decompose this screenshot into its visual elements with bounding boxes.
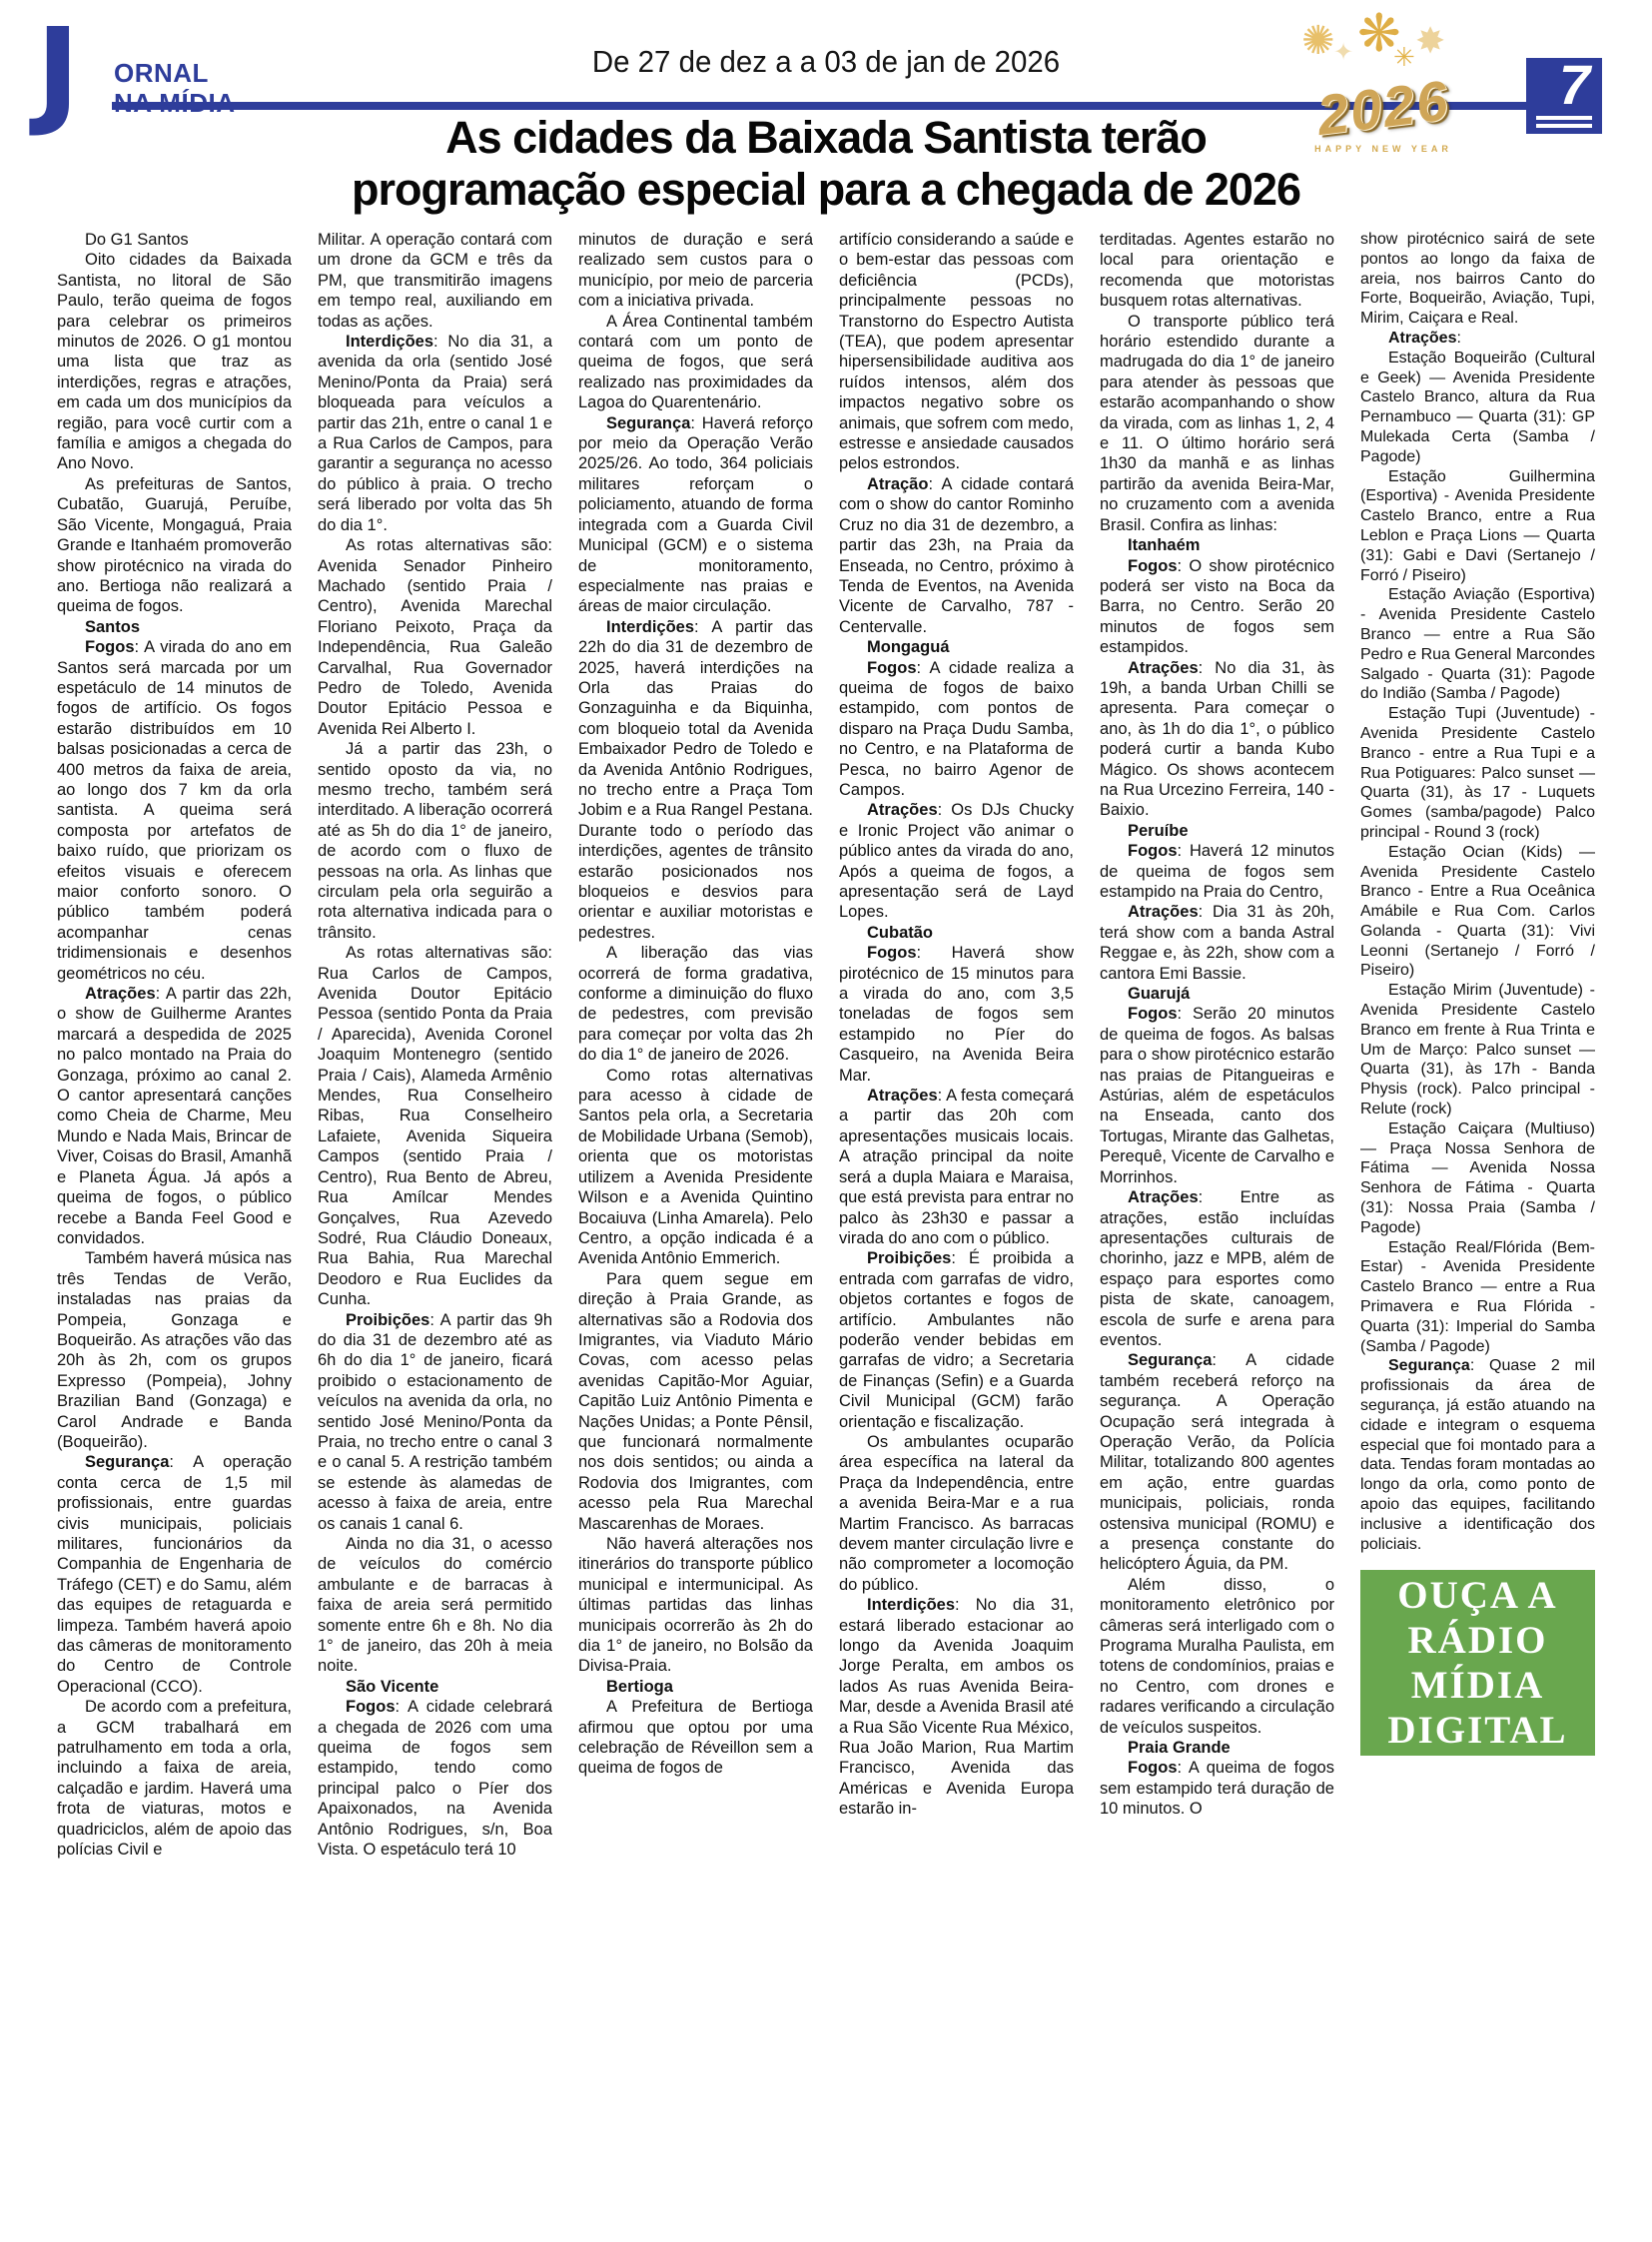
paragraph-text: : A operação conta cerca de 1,5 mil profissionais, entre guardas civis municipais, policiais militares, funcionários da Companhia de Engenharia de Tráfego (CET) e do Samu, além das equipes de retaguarda e limpeza. Também haverá apoio das câmeras de monitoramento do Centro de Controle Operacional (CCO). <box>57 1453 292 1696</box>
article-paragraph <box>57 637 292 984</box>
radio-ad-line: OUÇA A <box>1397 1574 1558 1618</box>
paragraph-text: As rotas alternativas são: Rua Carlos de Campos, Avenida Doutor Epitácio Pessoa (sentido Ponta da Praia / Aparecida), Avenida Coronel Joaquim Montenegro (sentido Praia / Cais), Alameda Armênio Mendes, Rua Conselheiro Ribas, Rua Conselheiro Lafaiete, Avenida Siqueira Campos (sentido Praia / Centro), Rua Bento de Abreu, Rua Amílcar Mendes Gonçalves, Rua Azevedo Sodré, Rua Cláudio Doneaux, Rua Bahia, Rua Marechal Deodoro e Rua Euclides da Cunha. <box>318 944 552 1309</box>
paragraph-text: : <box>1456 329 1461 347</box>
logo-j-initial: J <box>36 2 80 140</box>
paragraph-text: Já a partir das 23h, o sentido oposto da via, no mesmo trecho, também será interditado. A liberação ocorrerá até as 5h do dia 1° de janeiro, de acordo com o fluxo de pessoas na orla. As linhas que circulam pela orla seguirão a rota alternativa indicada para o trânsito. <box>318 740 552 942</box>
city-heading <box>318 1677 552 1697</box>
article-paragraph <box>1360 585 1595 704</box>
article-paragraph <box>839 1595 1074 1819</box>
paragraph-text: Estação Real/Flórida (Bem-Estar) - Avenida Presidente Castelo Branco — entre a Rua Primavera e Rua Flórida - Quarta (31): Imperial do Samba (Samba / Pagode) <box>1360 1238 1595 1355</box>
article-paragraph <box>318 230 552 332</box>
paragraph-lead: Segurança <box>606 413 691 432</box>
paragraph-lead: Fogos <box>346 1698 396 1717</box>
article-paragraph <box>1100 556 1334 658</box>
paragraph-text: São Vicente <box>346 1677 439 1696</box>
article-paragraph <box>318 535 552 739</box>
paragraph-text: Cubatão <box>867 923 933 942</box>
city-heading <box>839 923 1074 943</box>
firework-burst-icon: ✦ <box>1333 39 1354 66</box>
article-paragraph <box>578 617 813 944</box>
logo-line-2: NA MÍDIA <box>114 88 236 118</box>
article-paragraph <box>318 739 552 943</box>
paragraph-lead: Proibições <box>867 1249 952 1268</box>
paragraph-text: show pirotécnico sairá de sete pontos ao longo da faixa de areia, nos bairros Canto do Forte, Boqueirão, Aviação, Tupi, Mirim, Caiçara e Real. <box>1360 231 1595 328</box>
year-2026-text: 2026 <box>1313 68 1453 147</box>
paragraph-text: Como rotas alternativas para acesso à cidade de Santos pela orla, a Secretaria de Mobilidade Urbana (Semob), orienta que os motoristas utilizem a Avenida Presidente Wilson e a Avenida Quintino Bocaiuva (Linha Amarela). Pelo Centro, a opção indicada é a Avenida Antônio Emmerich. <box>578 1066 813 1268</box>
article-paragraph <box>839 800 1074 922</box>
paragraph-text: Praia Grande <box>1128 1739 1231 1758</box>
paragraph-text: Santos <box>85 617 141 636</box>
paragraph-lead: Atração <box>867 474 929 493</box>
article-paragraph <box>578 1697 813 1779</box>
paragraph-text: A Prefeitura de Bertioga afirmou que optou por uma celebração de Réveillon sem a queima de fogos de <box>578 1698 813 1778</box>
article-paragraph <box>1360 843 1595 982</box>
paragraph-lead: Fogos <box>1128 556 1178 575</box>
paragraph-text: Oito cidades da Baixada Santista, no litoral de São Paulo, terão queima de fogos para celebrar os primeiros minutos de 2026. O g1 montou uma lista que traz as interdições, regras e atrações, em cada um dos municípios da região, para você curtir com a família e amigos a chegada do Ano Novo. <box>57 251 292 473</box>
paragraph-text: : A virada do ano em Santos será marcada por um espetáculo de 14 minutos de fogos de artifício. Os fogos estarão distribuídos em 10 balsas posicionadas a cerca de 400 metros da faixa de areia, ao longo dos 7 km da orla santista. A queima será composta por artefatos de baixo ruído, que priorizam os efeitos visuais e oferecem maior conforto sonoro. O público também poderá acompanhar cenas tridimensionais e desenhos geométricos no céu. <box>57 638 292 983</box>
column-3 <box>578 230 813 2231</box>
paragraph-lead: Fogos <box>1128 1005 1178 1024</box>
article-paragraph <box>1100 1575 1334 1738</box>
paragraph-text: Estação Aviação (Esportiva) - Avenida Presidente Castelo Branco — entre a Rua São Pedro e Rua General Marcondes Salgado - Quarta (31): Pagode do Indião (Samba / Pagode) <box>1360 586 1595 703</box>
paragraph-lead: Proibições <box>346 1310 430 1329</box>
paragraph-text: Estação Tupi (Juventude) - Avenida Presidente Castelo Branco - entre a Rua Tupi e a Rua Potiguares: Palco sunset — Quarta (31), às 17 - Luquets Gomes (samba/pagode) Palco principal - Round 3 (rock) <box>1360 705 1595 841</box>
paragraph-text: : Entre as atrações, estão incluídas apresentações culturais de chorinho, jazz e MPB, além de espaço para esportes como pista de skate, canoagem, escola de surfe e arena para eventos. <box>1100 1188 1334 1349</box>
paragraph-lead: Fogos <box>1128 842 1178 861</box>
paragraph-text: Bertioga <box>606 1677 673 1696</box>
article-paragraph <box>1360 467 1595 586</box>
article-paragraph <box>1100 1187 1334 1350</box>
article-paragraph <box>57 474 292 617</box>
firework-burst-icon: ✸ <box>1415 20 1446 61</box>
paragraph-lead: Atrações <box>867 801 938 820</box>
article-paragraph <box>1360 329 1595 349</box>
paragraph-text: : Os DJs Chucky e Ironic Project vão animar o público antes da virada do ano, Após a queima de fogos, a apresentação será de Layd Lopes. <box>839 801 1074 922</box>
paragraph-text: A Área Continental também contará com um ponto de queima de fogos, que será realizado nas proximidades da Lagoa do Quarentenário. <box>578 312 813 412</box>
paragraph-lead: Fogos <box>867 658 917 677</box>
article-paragraph <box>1360 1356 1595 1554</box>
page-number-badge <box>1526 53 1602 134</box>
column-1 <box>57 230 292 2231</box>
paragraph-lead: Atrações <box>1128 1188 1199 1207</box>
paragraph-lead: Segurança <box>1128 1351 1213 1370</box>
article-paragraph <box>1100 230 1334 312</box>
paragraph-lead: Atrações <box>1128 658 1199 677</box>
paragraph-text: Mongaguá <box>867 638 950 657</box>
paragraph-lead: Atrações <box>867 1087 938 1106</box>
paragraph-text: Os ambulantes ocuparão área específica na lateral da Praça da Independência, entre a avenida Beira-Mar e a rua Martim Francisco. As barracas devem manter circulação livre e não comprometer a locomoção do público. <box>839 1432 1074 1594</box>
paragraph-text: Estação Caiçara (Multiuso) — Praça Nossa Senhora de Fátima — Avenida Nossa Senhora de Fátima - Quarta (31): Nossa Praia (Samba / Pagode) <box>1360 1120 1595 1236</box>
headline-line-2: programação especial para a chegada de 2026 <box>351 164 1300 215</box>
paragraph-lead: Segurança <box>85 1453 170 1472</box>
article-paragraph <box>57 984 292 1248</box>
article-paragraph <box>839 474 1074 637</box>
paragraph-text: : A festa começará a partir das 20h com apresentações musicais locais. A atração principal da noite será a dupla Maiara e Maraisa, que está prevista para entrar no palco às 23h30 e passar a virada do ano com o público. <box>839 1087 1074 1247</box>
paragraph-text: : A queima de fogos sem estampido terá duração de 10 minutos. O <box>1100 1759 1334 1819</box>
article-paragraph <box>318 1534 552 1677</box>
article-paragraph <box>1100 1350 1334 1574</box>
paragraph-text: Peruíbe <box>1128 821 1189 840</box>
paragraph-text: Também haverá música nas três Tendas de Verão, instaladas nas praias da Pompeia, Gonzaga e Boqueirão. As atrações vão das 20h às 2h, com os grupos Expresso (Pompeia), Johny Brazilian Band (Gonzaga) e Carol Andrade e Banda (Boqueirão). <box>57 1249 292 1451</box>
firework-burst-icon: ✳ <box>1393 42 1415 72</box>
paragraph-lead: Interdições <box>346 333 434 352</box>
paragraph-text: Estação Mirim (Juventude) - Avenida Presidente Castelo Branco em frente à Rua Trinta e Um de Março: Palco sunset — Quarta (31), às 17h - Banda Physis (rock). Palco principal - Relute (rock) <box>1360 982 1595 1119</box>
city-heading <box>1100 535 1334 555</box>
radio-ad-line: RÁDIO <box>1407 1619 1548 1663</box>
paragraph-lead: Atrações <box>1128 903 1199 922</box>
fireworks-icon <box>1293 5 1473 80</box>
article-paragraph <box>839 230 1074 474</box>
edition-date: De 27 de dez a a 03 de jan de 2026 <box>591 44 1061 79</box>
logo-line-1: ORNAL <box>114 58 209 88</box>
column-5 <box>1100 230 1334 2231</box>
article-paragraph <box>1100 658 1334 821</box>
article-paragraph <box>578 312 813 413</box>
paragraph-text: Estação Guilhermina (Esportiva) - Avenida Presidente Castelo Branco, entre a Rua Leblon e Praça Lions — Quarta (31): Gabi e Davi (Sertanejo / Forró / Piseiro) <box>1360 467 1595 584</box>
paragraph-text: Estação Ocian (Kids) — Avenida Presidente Castelo Branco - Entre a Rua Oceânica Amábile e Rua Com. Carlos Golanda - Quarta (31): Vivi Leonni (Sertanejo / Forró / Piseiro) <box>1360 843 1595 980</box>
radio-ad-box <box>1360 1570 1595 1756</box>
paragraph-lead: Fogos <box>867 944 917 963</box>
article-paragraph <box>1100 1004 1334 1187</box>
article-paragraph <box>57 1697 292 1860</box>
paragraph-lead: Interdições <box>606 617 695 636</box>
article-paragraph <box>839 943 1074 1086</box>
article-paragraph <box>1360 349 1595 467</box>
paragraph-text: Militar. A operação contará com um drone da GCM e três da PM, que transmitirão imagens em tempo real, auxiliando em todas as ações. <box>318 231 552 331</box>
paragraph-text: : A partir das 9h do dia 31 de dezembro até as 6h do dia 1° de janeiro, ficará proibido o estacionamento de veículos na avenida da orla, no sentido José Menino/Ponta da Praia, no trecho entre o canal 3 e o canal 5. A restrição também se estende às alamedas de acesso à faixa de areia, entre os canais 1 canal 6. <box>318 1310 552 1533</box>
paragraph-text: : A cidade contará com o show do cantor Rominho Cruz no dia 31 de dezembro, a partir das 23h, na Praia da Enseada, no Centro, próximo à Tenda de Eventos, na Avenida Vicente de Carvalho, 787 - Centervalle. <box>839 474 1074 636</box>
happy-new-year-caption: HAPPY NEW YEAR <box>1314 144 1452 154</box>
paragraph-text: Ainda no dia 31, o acesso de veículos do comércio ambulante e de barracas à faixa de areia será permitido somente entre 6h e 8h. No dia 1° de janeiro, das 20h à meia noite. <box>318 1535 552 1676</box>
column-6 <box>1360 230 1595 2231</box>
paragraph-text: : O show pirotécnico poderá ser visto na Boca da Barra, no Centro. Serão 20 minutos de fogos sem estampidos. <box>1100 556 1334 657</box>
paragraph-lead: Fogos <box>85 638 135 657</box>
badge-underline <box>1536 116 1592 120</box>
page-number: 7 <box>1558 53 1590 116</box>
paragraph-text: A liberação das vias ocorrerá de forma gradativa, conforme a diminuição do fluxo de pedestres, com previsão para começar por volta das 2h do dia 1° de janeiro de 2026. <box>578 944 813 1065</box>
paragraph-text: Do G1 Santos <box>85 231 189 249</box>
paragraph-text: : Serão 20 minutos de queima de fogos. As balsas para o show pirotécnico estarão nas praias de Pitangueiras e Astúrias, além de espetáculos na Enseada, canto dos Tortugas, Mirante das Galhetas, Perequê, Vicente de Carvalho e Morrinhos. <box>1100 1005 1334 1186</box>
paragraph-lead: Atrações <box>1388 329 1457 347</box>
paragraph-text: : No dia 31, às 19h, a banda Urban Chilli se apresenta. Para começar o ano, às 1h do dia 1°, o público poderá curtir a banda Kubo Mágico. Os shows acontecem na Rua Urcezino Ferreira, 140 - Baixio. <box>1100 658 1334 820</box>
article-paragraph <box>578 1269 813 1534</box>
article-paragraph <box>318 332 552 535</box>
paragraph-text: : No dia 31, estará liberado estacionar ao longo da Avenida Joaquim Jorge Peralta, em ambos os lados As ruas Avenida Beira-Mar, desde a Avenida Brasil até a Rua São Vicente Rua México, Rua João Marion, Rua Martim Francisco, Avenida das Américas e Avenida Europa estarão in- <box>839 1596 1074 1819</box>
article-paragraph <box>57 250 292 473</box>
paragraph-text: : Haverá 12 minutos de queima de fogos sem estampido na Praia do Centro, <box>1100 842 1334 901</box>
article-body <box>57 230 1595 2231</box>
paragraph-text: terditadas. Agentes estarão no local para orientação e recomenda que motoristas busquem rotas alternativas. <box>1100 231 1334 311</box>
paragraph-text: Guarujá <box>1128 985 1191 1004</box>
city-heading <box>578 1677 813 1697</box>
article-paragraph <box>318 943 552 1309</box>
article-paragraph <box>578 230 813 312</box>
city-heading <box>1100 1738 1334 1758</box>
paragraph-lead: Fogos <box>1128 1759 1178 1778</box>
paragraph-text: : É proibida a entrada com garrafas de vidro, objetos cortantes e fogos de artifício. Ambulantes não poderão vender bebidas em garrafas de vidro; a Secretaria de Finanças (Sefin) e a Guarda Civil Municipal (GCM) farão orientação e fiscalização. <box>839 1249 1074 1431</box>
city-heading <box>1100 821 1334 841</box>
paragraph-text: : No dia 31, a avenida da orla (sentido José Menino/Ponta da Praia) será bloqueada para veículos a partir das 21h, entre o canal 1 e a Rua Carlos de Campos, para garantir a segurança no acesso do público à praia. O trecho será liberado por volta das 5h do dia 1°. <box>318 333 552 534</box>
article-paragraph <box>1100 312 1334 535</box>
paragraph-text: : A partir das 22h, o show de Guilherme Arantes marcará a despedida de 2025 no palco montado na Praia do Gonzaga, próximo ao canal 2. O cantor apresentará canções como Cheia de Charme, Meu Mundo e Nada Mais, Brincar de Viver, Coisas do Brasil, Amanhã e Planeta Água. Já após a queima de fogos, o público recebe a Banda Feel Good e convidados. <box>57 985 292 1247</box>
radio-ad-line: DIGITAL <box>1387 1709 1568 1753</box>
firework-burst-icon: ❋ <box>1357 5 1401 63</box>
paragraph-text: : A cidade celebrará a chegada de 2026 com uma queima de fogos sem estampido, tendo como principal palco o Píer dos Apaixonados, na Avenida Antônio Rodrigues, s/n, Boa Vista. O espetáculo terá 10 <box>318 1698 552 1860</box>
radio-ad-line: MÍDIA <box>1410 1664 1545 1708</box>
firework-burst-icon: ✺ <box>1301 19 1335 63</box>
paragraph-text: As prefeituras de Santos, Cubatão, Guarujá, Peruíbe, São Vicente, Mongaguá, Praia Grande e Itanhaém promoverão show pirotécnico na virada do ano. Bertioga não realizará a queima de fogos. <box>57 474 292 616</box>
paragraph-text: Para quem segue em direção à Praia Grande, as alternativas são a Rodovia dos Imigrantes, via Viaduto Mário Covas, com acesso pelas avenidas Capitão-Mor Aguiar, Capitão Luiz Antônio Pimenta e Nações Unidas; a Ponte Pênsil, que funcionará normalmente nos dois sentidos; ou ainda a Rodovia dos Imigrantes, com acesso pela Rua Marechal Mascarenhas de Moraes. <box>578 1269 813 1533</box>
article-paragraph <box>839 1432 1074 1595</box>
article-paragraph <box>1100 841 1334 902</box>
paragraph-text: : Dia 31 às 20h, terá show com a banda Astral Reggae e, às 22h, show com a cantora Emi Bassie. <box>1100 903 1334 983</box>
paragraph-text: minutos de duração e será realizado sem custos para o município, por meio de parceria com a iniciativa privada. <box>578 231 813 311</box>
paragraph-lead: Segurança <box>1388 1357 1470 1375</box>
paragraph-text: Itanhaém <box>1128 536 1201 555</box>
article-paragraph <box>318 1697 552 1860</box>
article-paragraph <box>1360 1120 1595 1238</box>
paragraph-lead: Interdições <box>867 1596 956 1615</box>
article-paragraph <box>578 413 813 617</box>
paragraph-text: : A partir das 22h do dia 31 de dezembro de 2025, haverá interdições na Orla das Praias do Gonzaguinha e da Biquinha, com bloqueio total da Avenida Embaixador Pedro de Toledo e da Avenida Antônio Rodrigues, no trecho entre a Praça Tom Jobim e a Rua Rangel Pestana. Durante todo o período das interdições, agentes de trânsito estarão posicionados nos bloqueios e desvios para orientar e auxiliar motoristas e pedestres. <box>578 617 813 942</box>
paragraph-text: : Haverá reforço por meio da Operação Verão 2025/26. Ao todo, 364 policiais militares reforçam o policiamento, atuando de forma integrada com a Guarda Civil Municipal (GCM) e o sistema de monitoramento, especialmente nas praias e áreas de maior circulação. <box>578 413 813 616</box>
city-heading <box>839 637 1074 657</box>
paragraph-text: As rotas alternativas são: Avenida Senador Pinheiro Machado (sentido Praia / Centro), Avenida Marechal Floriano Peixoto, Praça da Independência, Rua Galeão Carvalhal, Rua Governador Pedro de Toledo, Avenida Doutor Epitácio Pessoa e Avenida Rei Alberto I. <box>318 536 552 738</box>
paragraph-text: Além disso, o monitoramento eletrônico por câmeras será interligado com o Programa Muralha Paulista, em totens de condomínios, praias e no Centro, com drones e radares verificando a circulação de veículos suspeitos. <box>1100 1575 1334 1737</box>
column-2 <box>318 230 552 2231</box>
article-paragraph <box>318 1310 552 1534</box>
byline <box>57 230 292 250</box>
paragraph-text: : A cidade também receberá reforço na segurança. A Operação Ocupação será integrada à Operação Verão, da Polícia Militar, totalizando 800 agentes em ação, entre guardas municipais, policiais, ronda ostensiva municipal (ROMU) e a presença constante do helicóptero Águia, da PM. <box>1100 1351 1334 1574</box>
column-4 <box>839 230 1074 2231</box>
new-year-2026-graphic <box>1293 5 1473 154</box>
article-paragraph <box>839 1086 1074 1248</box>
paragraph-text: O transporte público terá horário estendido durante a madrugada do dia 1° de janeiro para atender às pessoas que estarão acompanhando o show da virada, com as linhas 1, 2, 4 e 11. O último horário será 1h30 da manhã e as linhas partirão da avenida Beira-Mar, no cruzamento com a avenida Brasil. Confira as linhas: <box>1100 312 1334 534</box>
paragraph-text: Não haverá alterações nos itinerários do transporte público municipal e intermunicipal. As últimas partidas das linhas municipais ocorrerão às 2h do dia 1° de janeiro, no Bolsão da Divisa-Praia. <box>578 1535 813 1676</box>
article-paragraph <box>839 658 1074 801</box>
article-paragraph <box>1360 704 1595 843</box>
article-paragraph <box>1360 1238 1595 1357</box>
paragraph-text: : Quase 2 mil profissionais da área de segurança, já estão atuando na cidade e integram o esquema especial que foi montado para a data. Tendas foram montadas ao longo da orla, como ponto de apoio das equipes, facilitando inclusive a identificação dos policiais. <box>1360 1357 1595 1553</box>
paragraph-text: : A cidade realiza a queima de fogos de baixo estampido, com pontos de disparo na Praça Dudu Samba, no Centro, e na Plataforma de Pesca, no bairro Agenor de Campos. <box>839 658 1074 799</box>
paragraph-lead: Atrações <box>85 985 156 1004</box>
article-paragraph <box>578 1066 813 1269</box>
paragraph-text: De acordo com a prefeitura, a GCM trabalhará em patrulhamento em toda a orla, incluindo a faixa de areia, calçadão e jardim. Haverá uma frota de viaturas, motos e quadriciclos, além de apoio das polícias Civil e <box>57 1698 292 1860</box>
article-paragraph <box>1100 902 1334 984</box>
article-paragraph <box>1360 230 1595 329</box>
badge-underline <box>1536 124 1592 128</box>
article-paragraph <box>57 1248 292 1452</box>
paragraph-text: : Haverá show pirotécnico de 15 minutos para a virada do ano, com 3,5 toneladas de fogos sem estampido no Píer do Casqueiro, na Avenida Beira Mar. <box>839 944 1074 1085</box>
article-paragraph <box>578 943 813 1065</box>
city-heading <box>1100 984 1334 1004</box>
article-paragraph <box>578 1534 813 1677</box>
paragraph-text: Estação Boqueirão (Cultural e Geek) — Avenida Presidente Castelo Branco, altura da Rua Pernambuco — Quarta (31): GP Mulekada Certa (Samba / Pagode) <box>1360 349 1595 465</box>
paragraph-text: artifício considerando a saúde e o bem-estar das pessoas com deficiência (PCDs), principalmente pessoas no Transtorno do Espectro Autista (TEA), que podem apresentar hipersensibilidade auditiva aos ruídos intensos, além dos impactos negativo sobre os animais, que sofrem com medo, estresse e ansiedade causados pelos estrondos. <box>839 231 1074 473</box>
city-heading <box>57 617 292 637</box>
article-paragraph <box>1360 981 1595 1120</box>
article-paragraph <box>57 1452 292 1697</box>
article-paragraph <box>839 1248 1074 1432</box>
article-paragraph <box>1100 1758 1334 1819</box>
headline-line-1: As cidades da Baixada Santista terão <box>445 112 1207 163</box>
